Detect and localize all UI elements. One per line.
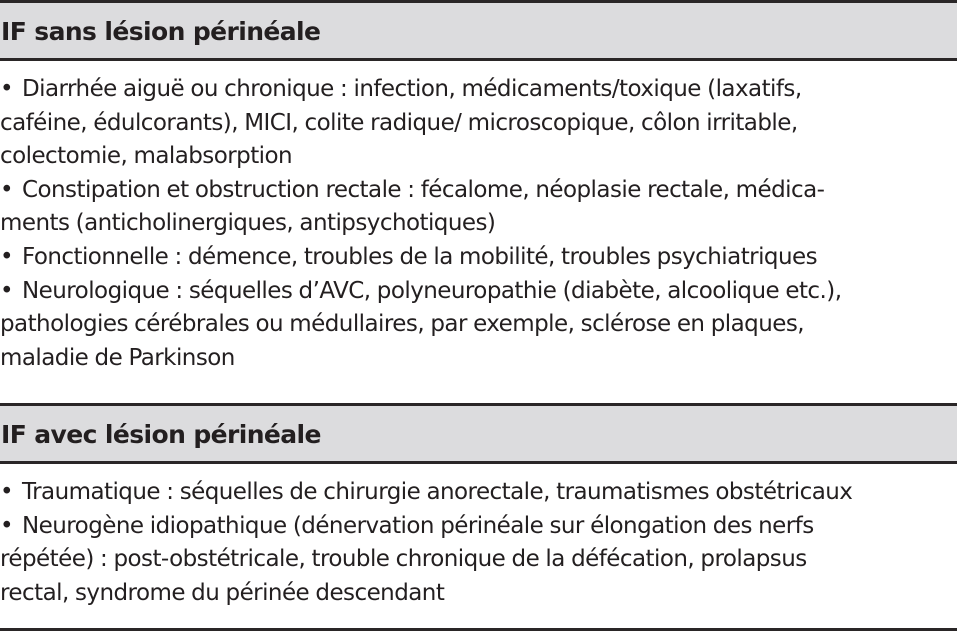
table-bottom-rule [0, 628, 957, 631]
section-body-avec-lesion [0, 464, 957, 628]
section-header-avec-lesion [0, 406, 957, 464]
section-header-sans-lesion [0, 3, 957, 61]
list-item-traumatique: • Traumatique : séquelles de chirurgie anorectale, traumatismes obstétricaux [0, 476, 957, 510]
list-item-neurologique: • Neurologique : séquelles d’AVC, polyneuropathie (diabète, alcoolique etc.), pathologies cérébrales ou médullaires, par exemple, sclérose en plaques, maladie de Parkinson [0, 275, 957, 376]
section-title: IF sans lésion périnéale [1, 17, 321, 46]
bullet-icon: • [0, 176, 14, 203]
bullet-icon: • [0, 479, 14, 505]
list-item-diarrhee: • Diarrhée aiguë ou chronique : infection, médicaments/toxique (laxatifs, caféine, édulcorants), MICI, colite radique/ microscopique, côlon irritable, colectomie, malabsorption [0, 73, 957, 174]
section-body-sans-lesion [0, 61, 957, 403]
bullet-icon: • [0, 76, 14, 102]
list-item-neurogene: • Neurogène idiopathique (dénervation périnéale sur élongation des nerfs répétée) : post-obstétricale, trouble chronique de la défécation, prolapsus rectal, syndrome du périnée descendant [0, 510, 957, 611]
bullet-icon: • [0, 512, 14, 539]
list-item-fonctionnelle: • Fonctionnelle : démence, troubles de la mobilité, troubles psychiatriques [0, 241, 957, 275]
list-item-constipation: • Constipation et obstruction rectale : fécalome, néoplasie rectale, médica- ments (anticholinergiques, antipsychotiques) [0, 174, 957, 241]
bullet-icon: • [0, 243, 14, 270]
section-title: IF avec lésion périnéale [1, 420, 321, 449]
bullet-icon: • [0, 277, 14, 304]
